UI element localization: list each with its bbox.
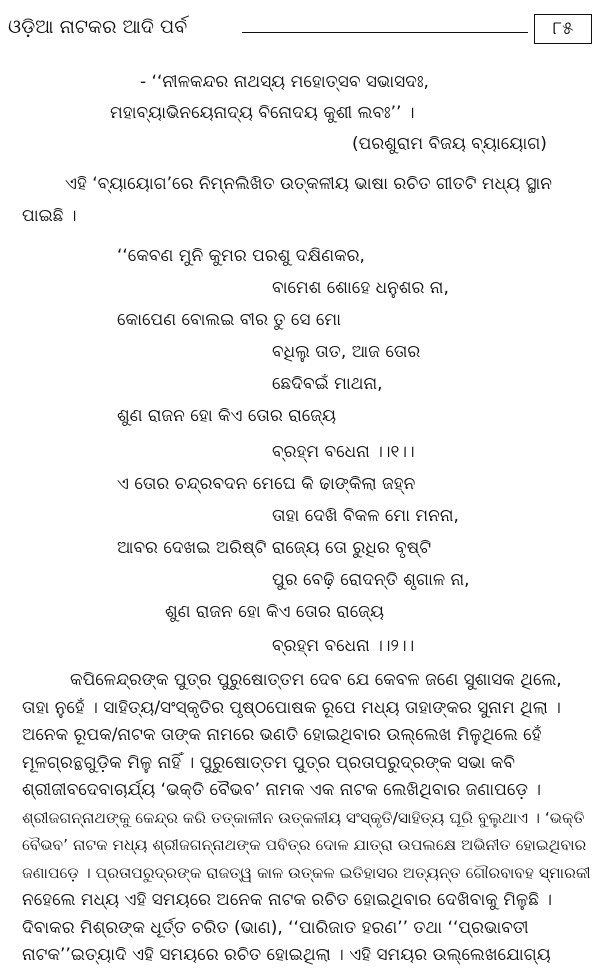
paragraph-line: ନାଟକ’’ଇତ୍ୟାଦି ଏହି ସମୟରେ ରଚିତ ହୋଇଥିଲା । ଏହି ସମୟର ଉଲ୍ଲେଖଯୋଗ୍ୟ <box>22 945 551 965</box>
song-line: ଶୁଣ ରାଜନ ହୋ କିଏ ତୋର ରାଜ୍ୟେ <box>117 406 337 426</box>
quote-line-2: ମହାବ୍ୟାଭିନୟେନାଦ୍ୟ ବିନୋଦୟ କୁଶୀ ଲବଃ’’ । <box>110 103 415 123</box>
song-line: ତାହା ଦେଖି ବିକଳ ମୋ ମନନା, <box>272 506 459 526</box>
song-line: ବ୍ରହ୍ମ ବଧେନା ।।୧।। <box>272 442 415 462</box>
song-line: ଛେଦିବଇଁ ମାଥନା, <box>272 374 383 394</box>
page-number-box <box>534 14 592 44</box>
paragraph-line: ଅନେକ ରୂପକ/ନାଟକ ତାଙ୍କ ନାମରେ ଭଣତି ହୋଇଥିବାର ଉଲ୍ଲେଖ ମିଳୁଥିଲେ ହେଁ <box>22 725 542 745</box>
paragraph-line: ତାହା ନୁହେଁ । ସାହିତ୍ୟ/ସଂସ୍କୃତିର ପୃଷ୍ଠପୋଷକ ରୂପେ ମଧ୍ୟ ତାହାଙ୍କର ସୁନାମ ଥିଲା । <box>22 697 561 718</box>
intro-line-1: ଏହି ‘ବ୍ୟାୟୋଗ’ରେ ନିମ୍ନଲିଖିତ ଉତ୍କଳୀୟ ଭାଷା ରଚିତ ଗୀତଟି ମଧ୍ୟ ସ୍ଥାନ <box>65 174 552 194</box>
song-line: ପୁର ବେଢ଼ି ରୋଦନ୍ତି ଶୃଗାଳ ନା, <box>272 570 470 590</box>
page-number: ୮୫ <box>552 18 574 39</box>
song-line: ବାମେଶ ଶୋହେ ଧନୁଶର ନା, <box>272 278 449 298</box>
song-line: ଏ ତୋର ଚନ୍ଦ୍ରବଦନ ମେଘେ କି ଢାଙ୍କିଲା ଜହ୍ନ <box>117 474 416 494</box>
song-line: ଶୁଣ ରାଜନ ହୋ କିଏ ତୋର ରାଜ୍ୟେ <box>165 602 385 622</box>
paragraph-line: କପିଳେନ୍ଦ୍ରଙ୍କ ପୁତ୍ର ପୁରୁଷୋତ୍ତମ ଦେବ ଯେ କେବଳ ଜଣେ ସୁଶାସକ ଥିଲେ, <box>70 670 562 690</box>
paragraph-line: ବୈଭବ’ ନାଟକ ମଧ୍ୟ ଶ୍ରୀଜଗନ୍ନାଥଙ୍କ ପବିତ୍ର ଦୋଳ ଯାତ୍ରା ଉପଲକ୍ଷେ ଅଭିନୀତ ହୋଇଥିବାର <box>22 836 587 854</box>
song-line: ବଧିଲୁ ତାତ, ଆଜ ତୋର <box>272 342 421 362</box>
paragraph-line: ଶ୍ରୀଜୀବଦେବାଚାର୍ଯ୍ୟ ‘ଭକ୍ତି ବୈଭବ’ ନାମକ ଏକ ନାଟକ ଲେଖିଥିବାର ଜଣାପଡ଼େ । <box>22 780 541 800</box>
paragraph-line: ଶ୍ରୀଜଗନ୍ନାଥଙ୍କୁ କେନ୍ଦ୍ର କରି ତତ୍କାଳୀନ ଉତ୍କଳୀୟ ସଂସ୍କୃତି/ସାହିତ୍ୟ ଘୂରି ବୁଲୁଥାଏ । ‘ଭକ୍ତି <box>22 808 585 827</box>
paragraph-line: ଜଣାପଡ଼େ । ପ୍ରତାପରୁଦ୍ରଙ୍କ ରାଜତ୍ୱ କାଳ ଉତ୍କଳ ଇତିହାସର ଅତ୍ୟନ୍ତ ଗୌରବାବହ ସ୍ମାରକୀ <box>22 863 591 882</box>
song-line: ‘‘କେବଣ ମୁନି କୁମର ପରଶୁ ଦକ୍ଷିଣକର, <box>117 246 365 266</box>
paragraph-line: ଦିବାକର ମିଶ୍ରଙ୍କ ଧୂର୍ତ୍ତ ଚରିତ (ଭାଣ), ‘‘ପାରିଜାତ ହରଣ’’ ତଥା ‘‘ପ୍ରଭାବତୀ <box>22 917 529 938</box>
paragraph-line: ମୂଳଗ୍ରନ୍ଥଗୁଡ଼ିକ ମିଳୁ ନାହିଁ । ପୁରୁଷୋତ୍ତମ ପୁତ୍ର ପ୍ରତାପରୁଦ୍ରଙ୍କ ସଭା କବି <box>22 752 515 773</box>
running-header <box>8 14 592 48</box>
quote-line-1: - ‘‘ନୀଳକନ୍ଦର ନାଥସ୍ୟ ମହୋତ୍ସବ ସଭାସଦଃ, <box>140 72 429 92</box>
paragraph-line: ନହେଲେ ମଧ୍ୟ ଏହି ସମୟରେ ଅନେକ ନାଟକ ରଚିତ ହୋଇଥିବାର ଦେଖିବାକୁ ମିଳୁଛି । <box>22 890 553 910</box>
chapter-title: ଓଡ଼ିଆ ନାଟକର ଆଦି ପର୍ବ <box>8 16 188 38</box>
song-line: କୋପେଣ ବୋଲଇ ବୀର ତୁ ସେ ମୋ <box>117 310 341 330</box>
header-rule <box>242 32 528 33</box>
song-line: ଆବର ଦେଖଇ ଅରିଷ୍ଟି ରାଜ୍ୟେ ତୋ ରୁଧିର ବୃଷ୍ଟି <box>117 538 432 558</box>
song-line: ବ୍ରହ୍ମ ବଧେନା ।।୨।। <box>272 636 415 656</box>
quote-source: (ପରଶୁରାମ ବିଜୟ ବ୍ୟାୟୋଗ) <box>352 134 547 154</box>
intro-line-2: ପାଇଛି । <box>22 206 77 226</box>
